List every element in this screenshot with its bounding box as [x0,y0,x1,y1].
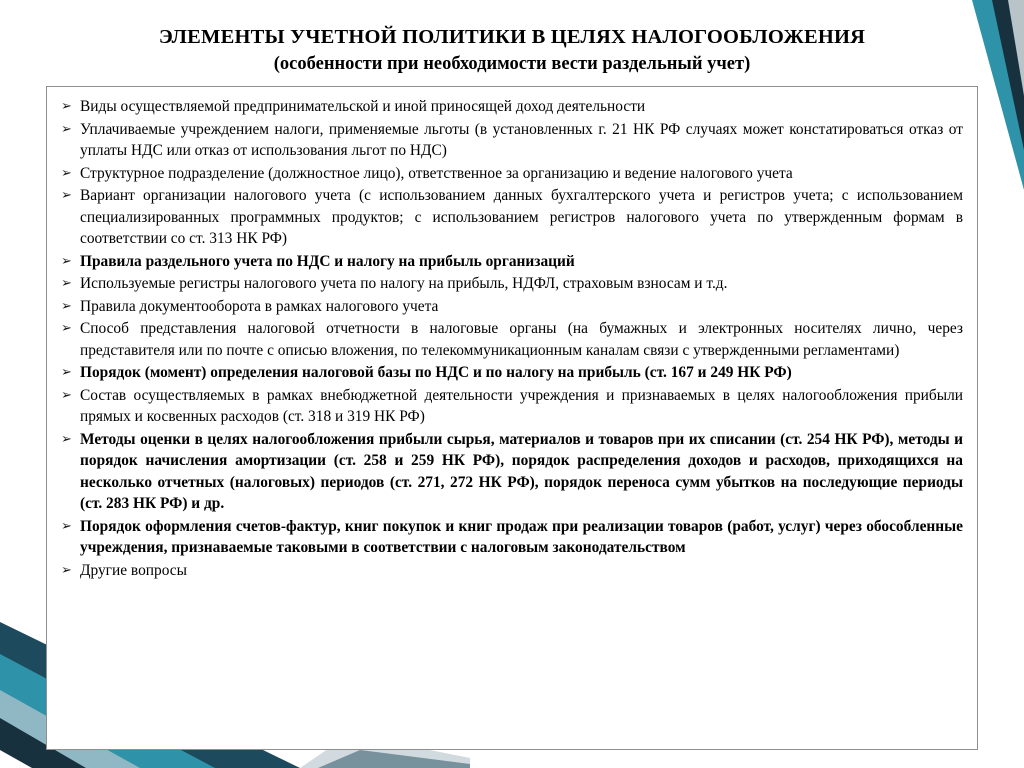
arrow-bullet-icon: ➢ [61,365,72,380]
list-item [61,560,963,582]
list-item-text: Состав осуществляемых в рамках внебюджетной деятельности учреждения и признаваемых в целях налогообложения прибыли прямых и косвенных расходов (ст. 318 и 319 НК РФ) [80,386,963,425]
title-line-1: ЭЛЕМЕНТЫ УЧЕТНОЙ ПОЛИТИКИ В ЦЕЛЯХ НАЛОГООБЛОЖЕНИЯ [158,26,866,48]
list-item [61,273,963,295]
list-item-text: Уплачиваемые учреждением налоги, применяемые льготы (в установленных г. 21 НК РФ случаях может констатироваться отказ от уплаты НДС или отказ от использования льгот по НДС) [80,120,963,159]
arrow-bullet-icon: ➢ [61,253,72,269]
list-item-text: Структурное подразделение (должностное лицо), ответственное за организацию и ведение налогового учета [80,164,793,182]
list-item [61,251,963,273]
arrow-bullet-icon: ➢ [61,387,72,403]
content-box [46,86,978,750]
arrow-bullet-icon: ➢ [61,276,72,291]
list-item [61,516,963,559]
list-item [61,362,963,384]
list-item-text: Порядок оформления счетов-фактур, книг покупок и книг продаж при реализации товаров (работ, услуг) через обособленные учреждения, признаваемые таковыми в соответствии с налоговым законодательством [80,517,963,556]
list-item-text: Другие вопросы [80,561,187,579]
arrow-bullet-icon: ➢ [61,121,72,137]
title-line-2: (особенности при необходимости вести раздельный учет) [273,53,751,74]
list-item [61,318,963,361]
list-item [61,429,963,515]
arrow-bullet-icon: ➢ [61,562,72,578]
arrow-bullet-icon: ➢ [61,431,72,447]
arrow-bullet-icon: ➢ [61,99,72,114]
list-item-text: Правила раздельного учета по НДС и налогу на прибыль организаций [80,252,575,270]
arrow-bullet-icon: ➢ [61,165,72,181]
page-title [60,26,964,75]
list-item-text: Правила документооборота в рамках налогового учета [80,297,439,315]
arrow-bullet-icon: ➢ [61,188,72,203]
list-item [61,385,963,428]
arrow-bullet-icon: ➢ [61,518,72,534]
list-item-text: Вариант организации налогового учета (с использованием данных бухгалтерского учета и регистров учета; с использованием специализированных программных продуктов; с использованием регистров налогового учета по утвержденным формам в соответствии со ст. 313 НК РФ) [80,187,963,247]
list-item-text: Методы оценки в целях налогообложения прибыли сырья, материалов и товаров при их списании (ст. 254 НК РФ), методы и порядок начисления амортизации (ст. 258 и 259 НК РФ), порядок распределения доходов и расходов, приходящихся на несколько отчетных (налоговых) периодов (ст. 271, 272 НК РФ), порядок переноса сумм убытков на последующие периоды (ст. 283 НК РФ) и др. [80,430,963,512]
list-item [61,296,963,318]
list-item-text: Способ представления налоговой отчетности в налоговые органы (на бумажных и электронных носителях лично, через представителя или по почте с описью вложения, по телекоммуникационным каналам связи с утвержденными регламентами) [80,320,963,359]
list-item [61,96,963,118]
list-item-text: Виды осуществляемой предпринимательской и иной приносящей доход деятельности [80,98,646,115]
arrow-bullet-icon: ➢ [61,298,72,314]
arrow-bullet-icon: ➢ [61,321,72,336]
list-item [61,119,963,162]
list-item-text: Используемые регистры налогового учета по налогу на прибыль, НДФЛ, страховым взносам и т.д. [80,275,728,292]
list-item-text: Порядок (момент) определения налоговой базы по НДС и по налогу на прибыль (ст. 167 и 249 НК РФ) [80,364,792,381]
list-item [61,185,963,250]
list-item [61,163,963,185]
